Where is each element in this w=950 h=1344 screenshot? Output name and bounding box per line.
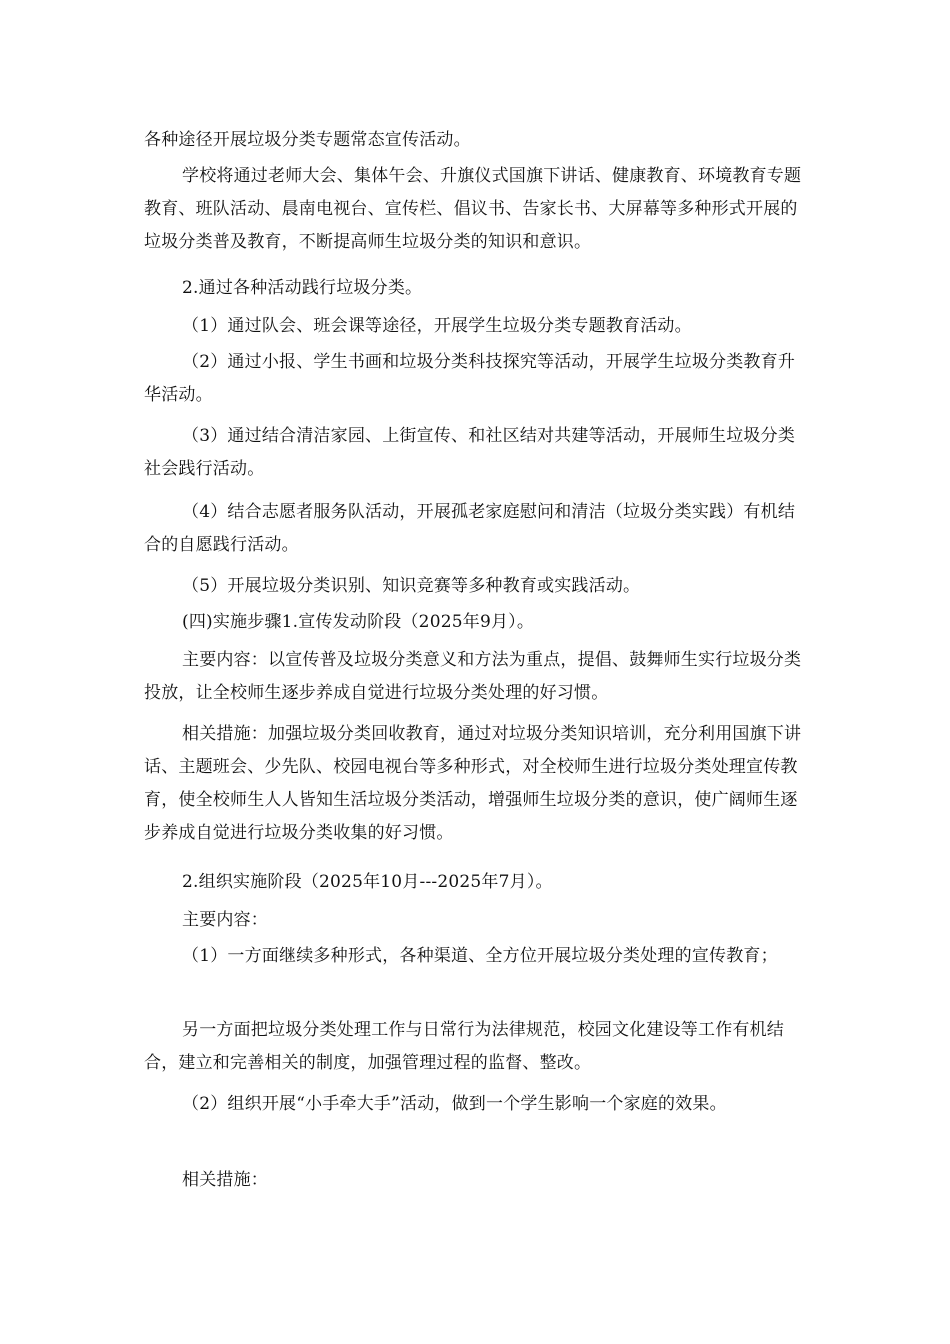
paragraph: （1）一方面继续多种形式，各种渠道、全方位开展垃圾分类处理的宣传教育； (182, 946, 778, 966)
paragraph: 主要内容：以宣传普及垃圾分类意义和方法为重点，提倡、鼓舞师生实行垃圾分类投放，让全校师生逐步养成自觉进行垃圾分类处理的好习惯。 (144, 650, 802, 703)
paragraph: （2）通过小报、学生书画和垃圾分类科技探究等活动，开展学生垃圾分类教育升华活动。 (144, 352, 796, 405)
paragraph: 主要内容： (182, 910, 268, 930)
paragraph: 各种途径开展垃圾分类专题常态宣传活动。 (144, 130, 471, 150)
paragraph: （5）开展垃圾分类识别、知识竞赛等多种教育或实践活动。 (182, 576, 641, 596)
paragraph: （4）结合志愿者服务队活动，开展孤老家庭慰问和清洁（垃圾分类实践）有机结合的自愿践行活动。 (144, 502, 796, 555)
paragraph: 2.通过各种活动践行垃圾分类。 (182, 278, 423, 298)
paragraph: 相关措施：加强垃圾分类回收教育，通过对垃圾分类知识培训，充分利用国旗下讲话、主题班会、少先队、校园电视台等多种形式，对全校师生进行垃圾分类处理宣传教育，使全校师生人人皆知生活垃圾分类活动，增强师生垃圾分类的意识，使广阔师生逐步养成自觉进行垃圾分类收集的好习惯。 (144, 724, 802, 843)
paragraph: 2.组织实施阶段（2025年10月---2025年7月）。 (182, 872, 553, 892)
paragraph: 另一方面把垃圾分类处理工作与日常行为法律规范，校园文化建设等工作有机结合，建立和完善相关的制度，加强管理过程的监督、整改。 (144, 1020, 784, 1073)
paragraph: （3）通过结合清洁家园、上街宣传、和社区结对共建等活动，开展师生垃圾分类社会践行活动。 (144, 426, 796, 479)
paragraph: （1）通过队会、班会课等途径，开展学生垃圾分类专题教育活动。 (182, 316, 692, 336)
paragraph: （2）组织开展“小手牵大手”活动，做到一个学生影响一个家庭的效果。 (182, 1094, 727, 1114)
paragraph: 学校将通过老师大会、集体午会、升旗仪式国旗下讲话、健康教育、环境教育专题教育、班队活动、晨南电视台、宣传栏、倡议书、告家长书、大屏幕等多种形式开展的垃圾分类普及教育，不断提高师生垃圾分类的知识和意识。 (144, 166, 802, 252)
paragraph: (四)实施步骤1.宣传发动阶段（2025年9月）。 (182, 612, 535, 632)
paragraph: 相关措施： (182, 1170, 268, 1190)
